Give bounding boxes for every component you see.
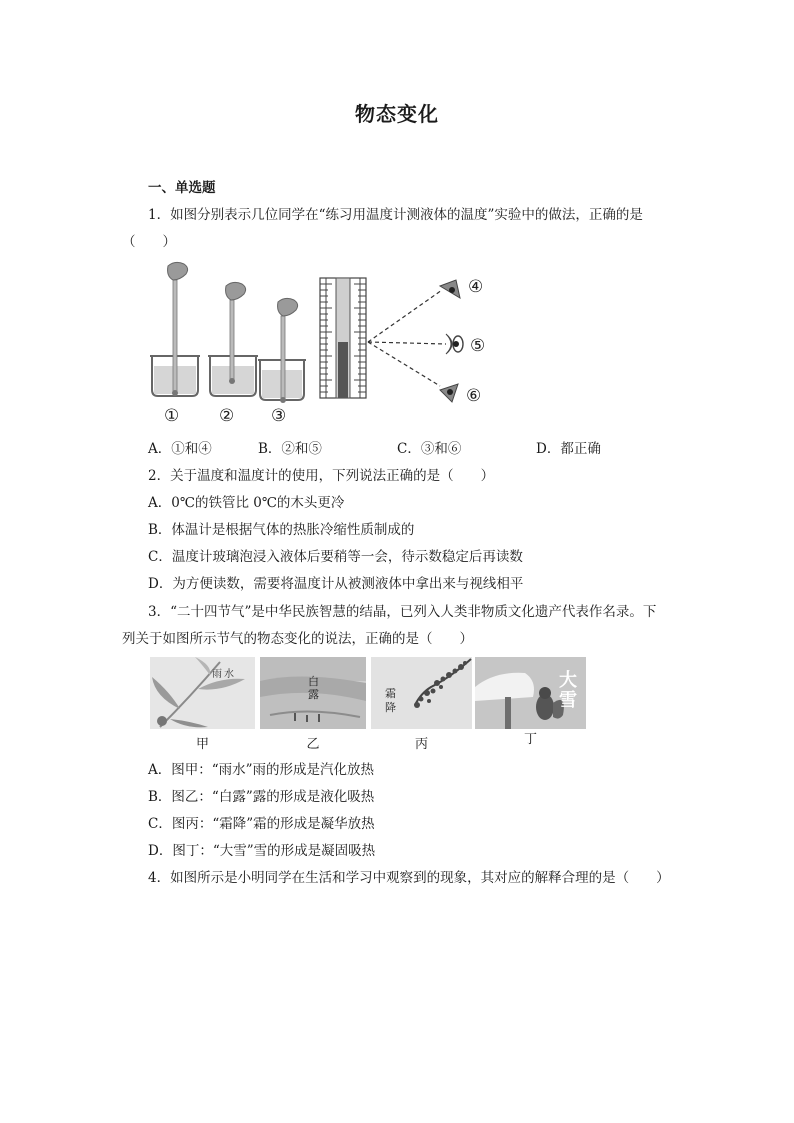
q1-option-a: A．①和④ (148, 441, 212, 457)
q3-option-a: A．图甲：“雨水”雨的形成是汽化放热 (148, 762, 375, 778)
photo-text-daxue: 大雪 (559, 670, 577, 711)
q3-stem-line2: 列关于如图所示节气的物态变化的说法，正确的是（ ） (122, 631, 473, 647)
q1-thermometer-figure (140, 258, 500, 428)
beaker-label-2: ② (219, 406, 235, 426)
q2-option-b: B．体温计是根据气体的热胀冷缩性质制成的 (148, 522, 415, 538)
photo-daxue (475, 657, 586, 729)
q1-option-c: C．③和⑥ (397, 441, 462, 457)
q1-stem-line2: （ ） (122, 234, 176, 250)
beaker-label-3: ③ (271, 406, 287, 426)
eye-icon-6 (440, 384, 458, 402)
q3-option-b: B．图乙：“白露”露的形成是液化吸热 (148, 789, 375, 805)
caption-ding: 丁 (523, 732, 537, 747)
q4-stem: 4．如图所示是小明同学在生活和学习中观察到的现象，其对应的解释合理的是（ ） (148, 870, 670, 886)
eye-label-5: ⑤ (470, 336, 486, 356)
bamboo-leaves-image (150, 657, 255, 729)
photo-text-bailu: 白露 (308, 675, 319, 701)
q2-stem: 2．关于温度和温度计的使用，下列说法正确的是（ ） (148, 468, 495, 484)
caption-bing: 丙 (414, 737, 428, 752)
sight-lines (368, 290, 446, 386)
eye-icon-5 (446, 334, 463, 354)
q2-option-a: A．0℃的铁管比 0℃的木头更冷 (148, 495, 345, 511)
q1-option-d: D．都正确 (536, 441, 601, 457)
photo-bailu (260, 657, 366, 729)
photo-text-yushui: 雨水 (212, 669, 236, 680)
q3-option-d: D．图丁：“大雪”雪的形成是凝固吸热 (148, 843, 376, 859)
q3-option-c: C．图丙：“霜降”霜的形成是凝华放热 (148, 816, 375, 832)
eye-icon-4 (440, 280, 460, 298)
photo-text-shuangjiang: 霜降 (385, 687, 396, 714)
photo-yushui (150, 657, 255, 729)
q3-stem-line1: 3．“二十四节气”是中华民族智慧的结晶，已列入人类非物质文化遗产代表作名录。下 (148, 604, 657, 620)
beaker-label-1: ① (164, 406, 180, 426)
eye-label-6: ⑥ (466, 386, 482, 406)
q2-option-d: D．为方便读数，需要将温度计从被测液体中拿出来与视线相平 (148, 576, 524, 592)
eye-label-4: ④ (468, 277, 484, 297)
photo-shuangjiang (371, 657, 472, 729)
beaker-3 (258, 298, 306, 403)
q2-option-c: C．温度计玻璃泡浸入液体后要稍等一会，待示数稳定后再读数 (148, 549, 523, 565)
beaker-1 (150, 262, 200, 396)
thermometer-scale (320, 278, 366, 398)
page-title: 物态变化 (355, 102, 439, 126)
q1-stem-line1: 1．如图分别表示几位同学在“练习用温度计测液体的温度”实验中的做法，正确的是 (148, 207, 643, 223)
q1-option-b: B．②和⑤ (258, 441, 322, 457)
beaker-2 (208, 282, 258, 396)
section-heading: 一、单选题 (148, 180, 216, 196)
caption-yi: 乙 (306, 737, 320, 752)
caption-jia: 甲 (195, 737, 209, 752)
